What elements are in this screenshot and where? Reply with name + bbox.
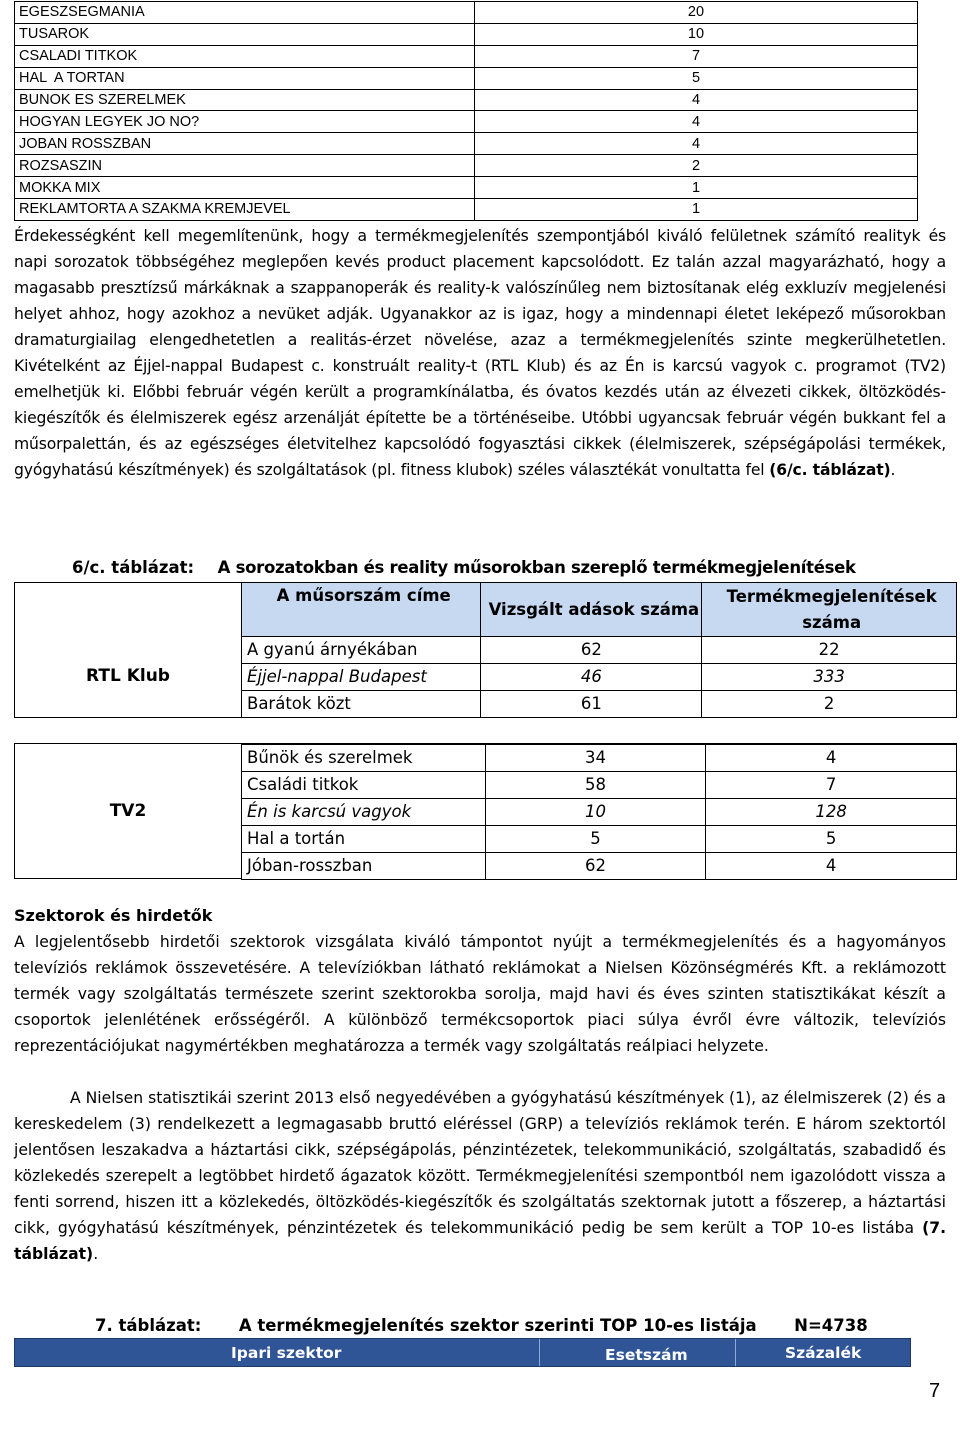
table7-header-row: [14, 1338, 911, 1367]
page-number: 7: [929, 1380, 941, 1402]
caption-title: A sorozatokban és reality műsorokban szereplő termékmegjelenítések: [217, 558, 856, 577]
program-count: 1: [475, 177, 918, 199]
program-title: Bűnök és szerelmek: [242, 744, 486, 772]
paragraph-end: .: [890, 461, 896, 479]
megjelenites-count: 4: [706, 853, 957, 880]
table-row: [15, 177, 918, 199]
table-row: [15, 199, 918, 221]
rtl-table: [241, 582, 957, 718]
rtl-group-label: RTL Klub: [14, 582, 242, 718]
program-count: 7: [475, 45, 918, 67]
program-count: 4: [475, 111, 918, 133]
program-title: Éjjel-nappal Budapest: [242, 664, 481, 691]
table-caption-7: [95, 1313, 868, 1339]
program-title: Barátok közt: [242, 691, 481, 718]
program-count: 2: [475, 155, 918, 177]
program-count: 1: [475, 199, 918, 221]
program-name: BUNOK ES SZERELMEK: [15, 89, 475, 111]
section-heading: Szektorok és hirdetők: [14, 906, 213, 925]
adasok-count: 62: [481, 637, 702, 664]
table-caption-6c: [72, 555, 856, 581]
table-row: [15, 23, 918, 45]
megjelenites-count: 22: [702, 637, 957, 664]
program-name: ROZSASZIN: [15, 155, 475, 177]
col-header-sector: Ipari szektor: [231, 1344, 342, 1362]
col-header-title: A műsorszám címe: [242, 583, 481, 637]
table-row: [242, 853, 957, 880]
table-row: [242, 691, 957, 718]
program-name: REKLAMTORTA A SZAKMA KREMJEVEL: [15, 199, 475, 221]
program-name: MOKKA MIX: [15, 177, 475, 199]
program-title: Jóban-rosszban: [242, 853, 486, 880]
body-paragraph: [14, 1085, 946, 1267]
table-row: [15, 89, 918, 111]
table-row: [15, 2, 918, 24]
megjelenites-count: 128: [706, 799, 957, 826]
caption-number: 6/c. táblázat:: [72, 558, 195, 577]
table-reference: (7. táblázat): [14, 1219, 946, 1263]
caption-number: 7. táblázat:: [95, 1316, 202, 1335]
program-count: 20: [475, 2, 918, 24]
program-name: EGESZSEGMANIA: [15, 2, 475, 24]
megjelenites-count: 4: [706, 744, 957, 772]
program-title: Családi titkok: [242, 772, 486, 799]
adasok-count: 58: [485, 772, 706, 799]
program-count-table: [14, 1, 918, 221]
tv2-table: [241, 743, 957, 880]
caption-title: A termékmegjelenítés szektor szerinti TOP 10-es listája: [238, 1316, 757, 1335]
tv2-group-label: TV2: [14, 743, 242, 879]
table-row: [242, 799, 957, 826]
program-name: CSALADI TITKOK: [15, 45, 475, 67]
paragraph-text: Érdekességként kell megemlítenünk, hogy a termékmegjelenítés szempontjából kiváló felületnek számító realityk és napi sorozatok többségéhez meglepően kevés product placement kapcsolódott. Ez talán azzal magyarázható, hogy a magasabb presztízsű márkáknak a szappanoperák és reality-k valószínűleg nem biztosítanak elég exkluzív megjelenési helyet ahhoz, hogy azokhoz a nevüket adják. Ugyanakkor az is igaz, hogy a mindennapi életet leképező műsorokban dramaturgiailag elengedhetetlen a realitás-érzet növelése, azaz a termékmegjelenítés szinte megkerülhetetlen. Kivételként az Éjjel-nappal Budapest c. konstruált reality-t (RTL Klub) és az Én is karcsú vagyok c. programot (TV2) emelhetjük ki. Előbbi február végén került a programkínálatba, és óvatos kezdés után az élvezeti cikkek, öltözködés-kiegészítők és élelmiszerek egész arzenálját építette be a történéseibe. Utóbbi ugyancsak február végén bukkant fel a műsorpalettán, és az egészséges életvitelhez kapcsolódó fogyasztási cikkek (élelmiszerek, szépségápolási termékek, gyógyhatású készítmények) és szolgáltatások (pl. fitness klubok) széles választékát vonultatta fel: [14, 227, 946, 479]
adasok-count: 61: [481, 691, 702, 718]
table-header-row: [242, 583, 957, 637]
table-row: [242, 664, 957, 691]
table-row: [15, 45, 918, 67]
col-header-adasok: Vizsgált adások száma: [481, 583, 702, 637]
adasok-count: 5: [485, 826, 706, 853]
program-count: 4: [475, 89, 918, 111]
table-row: [242, 744, 957, 772]
table-row: [242, 637, 957, 664]
program-name: HOGYAN LEGYEK JO NO?: [15, 111, 475, 133]
caption-n: N=4738: [794, 1316, 868, 1335]
table-row: [15, 111, 918, 133]
adasok-count: 46: [481, 664, 702, 691]
program-count: 5: [475, 67, 918, 89]
paragraph-text: A Nielsen statisztikái szerint 2013 első negyedévében a gyógyhatású készítmények (1), az élelmiszerek (2) és a kereskedelem (3) rendelkezett a legmagasabb bruttó eléréssel (GRP) a televíziós reklámok terén. E három szektortól jelentősen leszakadva a háztartási cikk, szépségápolás, pénzintézetek, telekommunikáció, szolgáltatás, szabadidő és közlekedés szerepelt a legtöbbet hirdető ágazatok között. Termékmegjelenítési szempontból nem igazolódott vissza a fenti sorrend, hiszen itt a közlekedés, öltözködés-kiegészítők és szolgáltatás szektornak jutott a főszerep, a háztartási cikk, gyógyhatású készítmények, pénzintézetek és telekommunikáció pedig be sem került a TOP 10-es listába: [14, 1089, 946, 1237]
col-header-megjelenitesek: Termékmegjelenítések száma: [702, 583, 957, 637]
body-paragraph: A legjelentősebb hirdetői szektorok vizsgálata kiváló támpontot nyújt a termékmegjelenítés és a hagyományos televíziós reklámok összevetésére. A televíziókban látható reklámokat a Nielsen Közönségmérés Kft. a reklámozott termék vagy szolgáltatás természete szerint szektorokba sorolja, majd havi és éves szinten statisztikákat készít a csoportok jelenlétének erősségéről. A különböző termékcsoportok piaci súlya évről évre változik, televíziós reprezentációjukat nagymértékben meghatározza a termék vagy szolgáltatás reálpiaci helyzete.: [14, 933, 946, 1055]
divider: [735, 1339, 736, 1366]
megjelenites-count: 2: [702, 691, 957, 718]
program-name: TUSAROK: [15, 23, 475, 45]
divider: [539, 1339, 540, 1366]
body-paragraph: [14, 223, 946, 483]
adasok-count: 10: [485, 799, 706, 826]
table-row: [15, 67, 918, 89]
adasok-count: 62: [485, 853, 706, 880]
table-row: [242, 826, 957, 853]
divider: [14, 743, 242, 744]
program-count: 4: [475, 133, 918, 155]
megjelenites-count: 5: [706, 826, 957, 853]
table-reference: (6/c. táblázat): [769, 461, 891, 479]
col-header-count: Esetszám: [605, 1346, 688, 1364]
program-count: 10: [475, 23, 918, 45]
table-row: [15, 133, 918, 155]
program-name: JOBAN ROSSZBAN: [15, 133, 475, 155]
program-title: A gyanú árnyékában: [242, 637, 481, 664]
adasok-count: 34: [485, 744, 706, 772]
megjelenites-count: 7: [706, 772, 957, 799]
col-header-percent: Százalék: [785, 1344, 862, 1362]
program-title: Én is karcsú vagyok: [242, 799, 486, 826]
program-title: Hal a tortán: [242, 826, 486, 853]
table-row: [242, 772, 957, 799]
table-row: [15, 155, 918, 177]
program-name: HAL A TORTAN: [15, 67, 475, 89]
paragraph-end: .: [93, 1245, 99, 1263]
megjelenites-count: 333: [702, 664, 957, 691]
